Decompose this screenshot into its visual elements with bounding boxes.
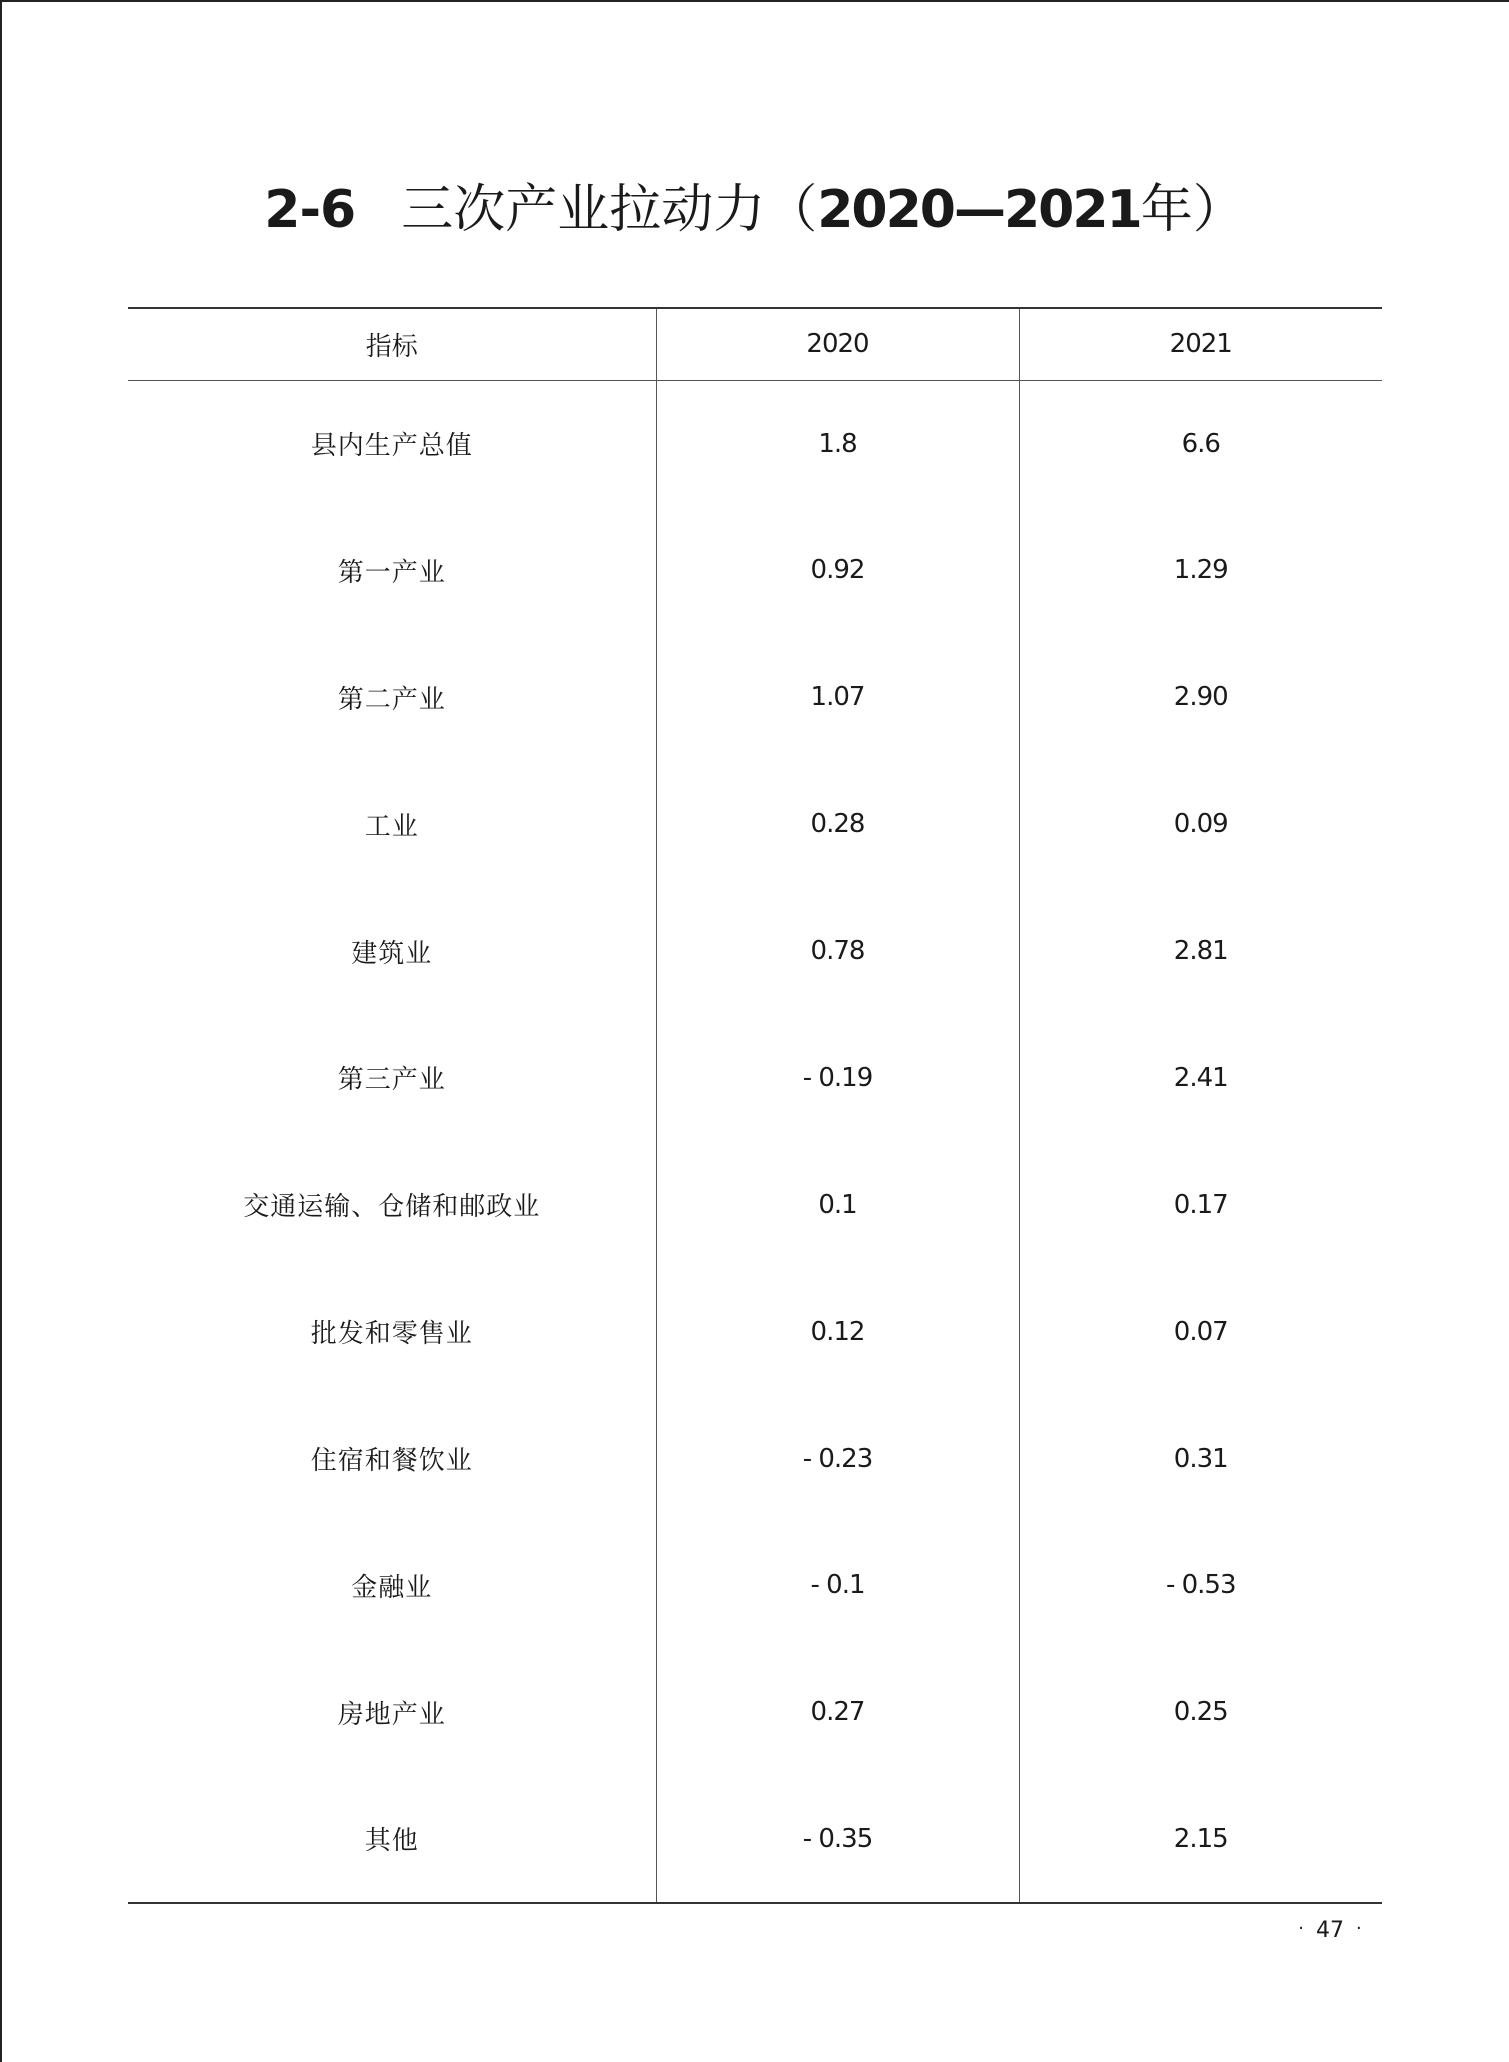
value-2021: - 0.53 bbox=[1165, 1570, 1236, 1601]
data-table bbox=[128, 307, 1382, 1904]
value-2020: - 0.1 bbox=[656, 1522, 1019, 1649]
value-2021: 2.15 bbox=[1019, 1776, 1382, 1903]
page-top-border bbox=[0, 0, 1509, 2]
table-row bbox=[128, 1776, 1382, 1903]
table-row bbox=[128, 507, 1382, 634]
row-label: 房地产业 bbox=[128, 1649, 656, 1776]
value-2020: 0.12 bbox=[656, 1268, 1019, 1395]
row-label: 第一产业 bbox=[128, 507, 656, 634]
value-2020: 1.8 bbox=[656, 380, 1019, 507]
value-2021: 2.81 bbox=[1173, 936, 1228, 966]
table-row bbox=[128, 634, 1382, 761]
page-number-value: 47 bbox=[1316, 1918, 1344, 1943]
table-row bbox=[128, 1141, 1382, 1268]
table-number: 2-6 bbox=[264, 180, 356, 240]
table-row bbox=[128, 1268, 1382, 1395]
value-2020: - 0.35 bbox=[656, 1776, 1019, 1903]
value-2020: - 0.23 bbox=[656, 1395, 1019, 1522]
page-number-dot-left: · bbox=[1298, 1918, 1304, 1939]
table-row bbox=[128, 380, 1382, 507]
value-2020: 0.1 bbox=[656, 1141, 1019, 1268]
title-years: 2020—2021 bbox=[817, 180, 1141, 240]
header-indicator: 指标 bbox=[128, 308, 656, 380]
value-2020: 0.92 bbox=[656, 507, 1019, 634]
table-row bbox=[128, 1014, 1382, 1141]
value-2021: 0.07 bbox=[1173, 1316, 1228, 1347]
table-row bbox=[128, 761, 1382, 888]
value-2021: 2.41 bbox=[1173, 1062, 1228, 1093]
row-label: 交通运输、仓储和邮政业 bbox=[128, 1141, 656, 1268]
value-2020: 1.07 bbox=[656, 634, 1019, 761]
row-label: 金融业 bbox=[128, 1522, 656, 1649]
page-left-border bbox=[0, 0, 2, 2062]
row-label: 批发和零售业 bbox=[128, 1268, 656, 1395]
page-title bbox=[0, 180, 1509, 240]
page-number-dot-right: · bbox=[1356, 1918, 1362, 1939]
value-2020: 0.78 bbox=[656, 888, 1019, 1015]
table-header-row bbox=[128, 308, 1382, 380]
value-2020: 0.27 bbox=[656, 1649, 1019, 1776]
table-row bbox=[128, 888, 1382, 1015]
title-text: 三次产业拉动力（ bbox=[401, 180, 818, 240]
title-suffix: 年） bbox=[1140, 180, 1245, 240]
value-2020: - 0.19 bbox=[656, 1014, 1019, 1141]
value-2021: 1.29 bbox=[1173, 555, 1228, 586]
row-label: 第三产业 bbox=[128, 1014, 656, 1141]
value-2021: 2.90 bbox=[1173, 682, 1228, 713]
page-number bbox=[1280, 1918, 1380, 1943]
value-2020: 0.28 bbox=[656, 761, 1019, 888]
value-2021: 0.25 bbox=[1173, 1697, 1228, 1728]
header-2020: 2020 bbox=[656, 308, 1019, 380]
table-row bbox=[128, 1649, 1382, 1776]
header-2021: 2021 bbox=[1019, 308, 1382, 380]
value-2021: 0.09 bbox=[1173, 809, 1228, 840]
row-label: 第二产业 bbox=[128, 634, 656, 761]
row-label: 其他 bbox=[128, 1776, 656, 1903]
table-body bbox=[128, 380, 1382, 1903]
data-table-container bbox=[128, 307, 1382, 1904]
value-2021: 0.31 bbox=[1173, 1443, 1228, 1474]
row-label: 住宿和餐饮业 bbox=[128, 1395, 656, 1522]
value-2021: 6.6 bbox=[1181, 428, 1220, 459]
row-label: 县内生产总值 bbox=[128, 380, 656, 507]
table-row bbox=[128, 1522, 1382, 1649]
table-row bbox=[128, 1395, 1382, 1522]
row-label: 工业 bbox=[128, 761, 656, 888]
row-label: 建筑业 bbox=[128, 888, 656, 1015]
value-2021: 0.17 bbox=[1173, 1189, 1228, 1220]
